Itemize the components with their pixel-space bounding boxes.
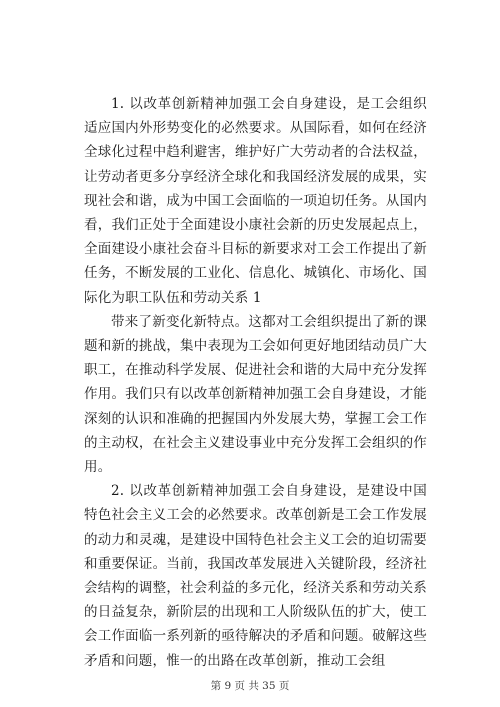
paragraph-1: 1. 以改革创新精神加强工会自身建设，是工会组织适应国内外形势变化的必然要求。从国际看，如何在经济全球化过程中趋利避害，维护好广大劳动者的合法权益，让劳动者更多分享经济全球化和我国经济发展的成果，实现社会和谐，成为中国工会面临的一项迫切任务。从国内看，我们正处于全面建设小康社会新的历史发展起点上，全面建设小康社会奋斗目标的新要求对工会工作提出了新任务，不断发展的工业化、信息化、城镇化、市场化、国际化为职工队伍和劳动关系 1 [84, 96, 427, 306]
paragraph-3: 2. 以改革创新精神加强工会自身建设，是建设中国特色社会主义工会的必然要求。改革创新是工会工作发展的动力和灵魂，是建设中国特色社会主义工会的迫切需要和重要保证。当前，我国改革发展进入关键阶段，经济社会结构的调整，社会利益的多元化，经济关系和劳动关系的日益复杂，新阶层的出现和工人阶级队伍的扩大，使工会工作面临一系列新的亟待解决的矛盾和问题。破解这些矛盾和问题，惟一的出路在改革创新，推动工会组 [84, 483, 427, 669]
document-body [84, 92, 427, 673]
paragraph-2: 带来了新变化新特点。这都对工会组织提出了新的课题和新的挑战，集中表现为工会如何更好地团结动员广大职工，在推动科学发展、促进社会和谐的大局中充分发挥作用。我们只有以改革创新精神加强工会自身建设，才能深刻的认识和准确的把握国内外发展大势，掌握工会工作的主动权，在社会主义建设事业中充分发挥工会组织的作用。 [84, 313, 427, 476]
page-number-footer: 第 9 页 共 35 页 [210, 680, 290, 692]
